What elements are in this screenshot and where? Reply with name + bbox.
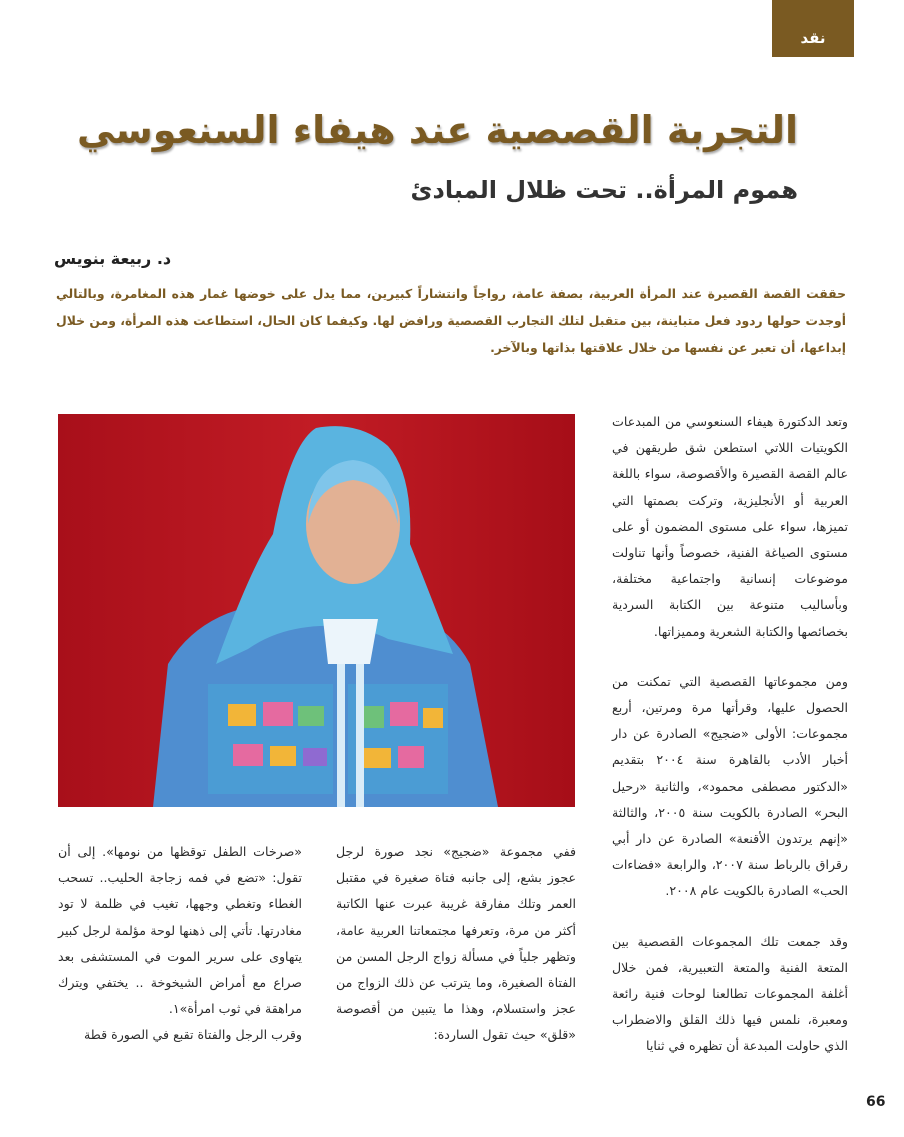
article-subtitle: هموم المرأة.. تحت ظلال المبادئ [410,176,798,204]
column-right-paragraph-1: وتعد الدكتورة هيفاء السنعوسي من المبدعات الكويتيات اللاتي استطعن شق طريقهن في عالم القصة القصيرة والأقصوصة، سواء باللغة العربية أو الأنجليزية، وتركت بصمتها التي تميزها، سواء على مستوى المضمون أو على مستوى الصياغة الفنية، خصوصاً وأنها تناولت موضوعات إنسانية واجتماعية مختلفة، وبأساليب متنوعة بين الكتابة السردية بخصائصها والكتابة الشعرية ومميزاتها. [612,414,848,639]
column-right-paragraph-3: وقد جمعت تلك المجموعات القصصية بين المتعة الفنية والمتعة التعبيرية، فمن خلال أغلفة المجموعات تطالعنا لوحات فنية رائعة ومعبرة، نلمس فيها ذلك القلق والاضطراب الذي حاولت المبدعة أن تظهره في ثنايا [612,933,848,1054]
intro-paragraph: حققت القصة القصيرة عند المرأة العربية، بصفة عامة، رواجاً وانتشاراً كبيرين، مما يدل على خوضها غمار هذه المغامرة، وبالتالي أوجدت حولها ردود فعل متباينة، بين متقبل لتلك التجارب القصصية ورافض لها. وكيفما كان الحال، استطاعت هذه المرأة، ومن خلال إبداعها، أن تعبر عن نفسها من خلال علاقتها بذاتها وبالآخر. [56,286,846,355]
portrait-illustration [58,414,575,807]
article-title: التجربة القصصية عند هيفاء السنعوسي [76,108,798,152]
column-middle [336,839,576,1049]
author-byline: د. ربيعة بنويس [54,249,172,268]
column-left-paragraph-1: «صرخات الطفل توقظها من نومها». إلى أن تقول: «تضع في فمه زجاجة الحليب.. تسحب الغطاء وتغطي وجهها، تغيب في ظلمة لا تود مغادرتها. تأتي إلى ذهنها لوحة مؤلمة لرجل كبير يتهاوى على سرير الموت في المستشفى بعد صراع مع أمراض الشيخوخة .. يختفي ويترك مراهقة في ثوب امرأة»١. [58,844,302,1017]
column-middle-paragraph-1: ففي مجموعة «ضجيج» نجد صورة لرجل عجوز بشع، إلى جانبه فتاة صغيرة في مقتبل العمر وتلك مفارقة غريبة عبرت عنها الكاتبة أكثر من مرة، وتعرفها مجتمعاتنا العربية عامة، وتظهر جلياً في مسألة زواج الرجل المسن من الفتاة الصغيرة، وما يترتب عن ذلك الزواج من عجز واستسلام، وهذا ما يتبين من أقصوصة «قلق» حيث تقول الساردة: [336,844,576,1043]
column-left [58,839,302,1049]
column-right [612,409,848,1060]
section-tag: نقد [772,0,854,57]
author-portrait [58,414,575,807]
column-left-paragraph-2: وقرب الرجل والفتاة تقبع في الصورة قطة [84,1027,302,1043]
column-right-paragraph-2: ومن مجموعاتها القصصية التي تمكنت من الحصول عليها، وقرأتها مرة ومرتين، أربع مجموعات: الأولى «ضجيج» الصادرة عن دار أخبار الأدب بالقاهرة سنة ٢٠٠٤ بتقديم «الدكتور مصطفى محمود»، والثانية «رحيل البحر» الصادرة بالكويت سنة ٢٠٠٥، والثالثة «إنهم يرتدون الأقنعة» الصادرة عن دار أبي رقراق بالرباط سنة ٢٠٠٧، والرابعة «فضاءات الحب» الصادرة بالكويت عام ٢٠٠٨. [612,673,849,899]
page-number: 66 [866,1094,886,1110]
